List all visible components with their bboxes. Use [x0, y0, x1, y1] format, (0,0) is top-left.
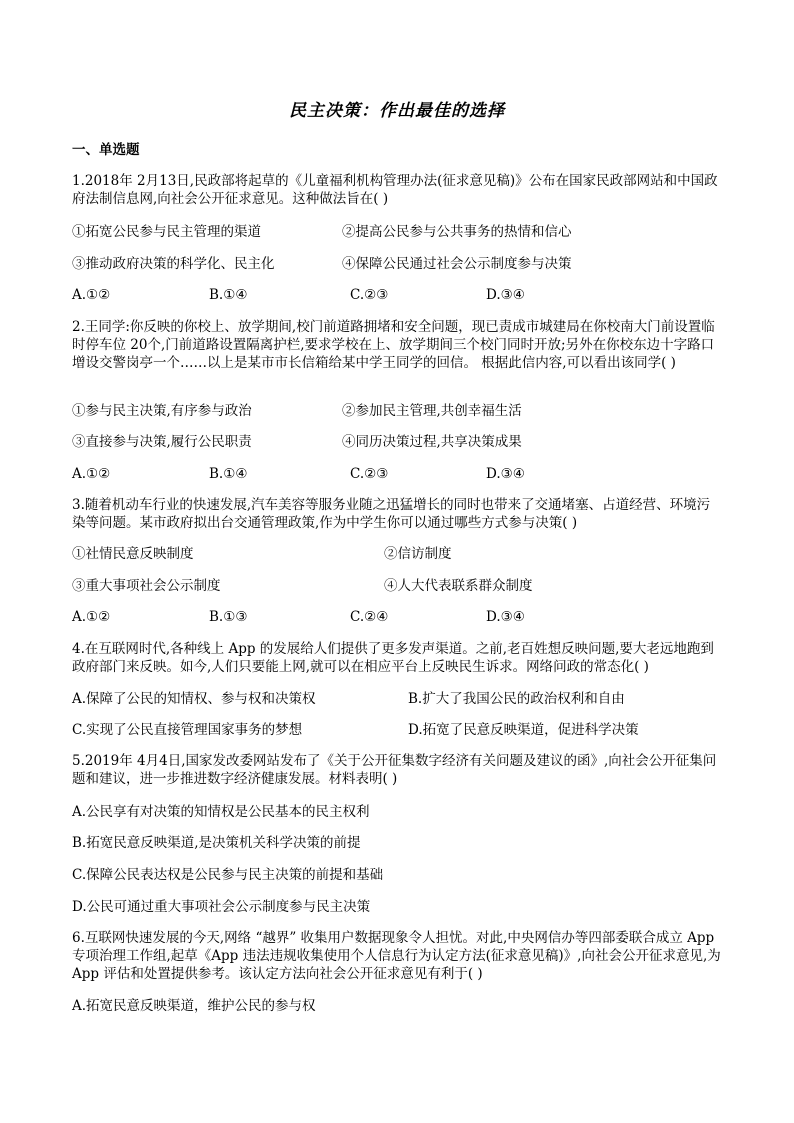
q1-choice-c: C.②③ [350, 287, 389, 303]
q3-item-1: ①社情民意反映制度 [72, 546, 194, 562]
q3-item-3: ③重大事项社会公示制度 [72, 578, 221, 594]
question-4-stem: 4.在互联网时代,各种线上 App 的发展给人们提供了更多发声渠道。之前,老百姓想反映问题,要大老远地跑到政府部门来反映。如今,人们只要能上网,就可以在相应平台上反映民生诉求。网络问政的常态化( ) [72, 641, 714, 675]
q1-choice-b: B.①④ [209, 287, 248, 303]
question-5-stem: 5.2019年 4月4日,国家发改委网站发布了《关于公开征集数字经济有关问题及建议的函》,向社会公开征集问题和建议，进一步推进数字经济健康发展。材料表明( ) [72, 753, 717, 787]
q2-item-1: ①参与民主决策,有序参与政治 [72, 403, 252, 419]
question-2-stem: 2.王同学:你反映的你校上、放学期间,校门前道路拥堵和安全问题，现已责成市城建局在你校南大门前设置临时停车位 20个,门前道路设置隔离护栏,要求学校在上、放学期间三个校门同时开放;另外在你校东边十字路口增设交警岗亭一个……以上是某市市长信箱给某中学王同学的回信。 根据此信内容,可以看出该同学( ) [72, 319, 715, 371]
q2-item-2: ②参加民主管理,共创幸福生活 [342, 403, 522, 419]
q1-item-3: ③推动政府决策的科学化、民主化 [72, 256, 275, 272]
q4-choice-a: A.保障了公民的知情权、参与权和决策权 [72, 691, 316, 707]
q1-choice-a: A.①② [72, 287, 111, 303]
q1-item-4: ④保障公民通过社会公示制度参与决策 [342, 256, 572, 272]
q6-choice-a: A.拓宽民意反映渠道，维护公民的参与权 [72, 998, 316, 1014]
q4-choice-b: B.扩大了我国公民的政治权利和自由 [408, 691, 625, 707]
document-title: 民主决策：作出最佳的选择 [289, 101, 505, 121]
q3-choice-b: B.①③ [209, 609, 248, 625]
q4-choice-d: D.拓宽了民意反映渠道，促进科学决策 [408, 722, 639, 738]
q3-choice-c: C.②④ [350, 609, 389, 625]
q5-choice-a: A.公民享有对决策的知情权是公民基本的民主权利 [72, 804, 370, 820]
q2-item-4: ④同历决策过程,共享决策成果 [342, 434, 522, 450]
q1-item-2: ②提高公民参与公共事务的热情和信心 [342, 224, 572, 240]
question-3-stem: 3.随着机动车行业的快速发展,汽车美容等服务业随之迅猛增长的同时也带来了交通堵塞、占道经营、环境污染等问题。某市政府拟出台交通管理政策,作为中学生你可以通过哪些方式参与决策( ) [72, 497, 711, 531]
q3-item-2: ②信访制度 [384, 546, 452, 562]
q2-choice-a: A.①② [72, 466, 111, 482]
q5-choice-d: D.公民可通过重大事项社会公示制度参与民主决策 [72, 899, 371, 915]
q3-item-4: ④人大代表联系群众制度 [384, 578, 533, 594]
q1-item-1: ①拓宽公民参与民主管理的渠道 [72, 224, 261, 240]
q2-choice-b: B.①④ [209, 466, 248, 482]
q3-choice-d: D.③④ [486, 609, 525, 625]
question-6-stem: 6.互联网快速发展的今天,网络 “越界” 收集用户数据现象令人担忧。对此,中央网信办等四部委联合成立 App 专项治理工作组,起草《App 违法违规收集使用个人信息行为认定方法(征求意见稿)》,向社会公开征求意见,为 App 评估和处置提供参考。该认定方法向社会公开征求意见有利于( ) [72, 930, 721, 982]
q2-choice-d: D.③④ [486, 466, 525, 482]
q4-choice-c: C.实现了公民直接管理国家事务的梦想 [72, 722, 303, 738]
q1-choice-d: D.③④ [486, 287, 525, 303]
q5-choice-c: C.保障公民表达权是公民参与民主决策的前提和基础 [72, 867, 384, 883]
question-1-stem: 1.2018年 2月13日,民政部将起草的《儿童福利机构管理办法(征求意见稿)》公布在国家民政部网站和中国政府法制信息网,向社会公开征求意见。这种做法旨在( ) [72, 173, 718, 207]
q3-choice-a: A.①② [72, 609, 111, 625]
q5-choice-b: B.拓宽民意反映渠道,是决策机关科学决策的前提 [72, 835, 361, 851]
q2-choice-c: C.②③ [350, 466, 389, 482]
q2-item-3: ③直接参与决策,履行公民职责 [72, 434, 252, 450]
section-heading: 一、单选题 [72, 142, 140, 158]
